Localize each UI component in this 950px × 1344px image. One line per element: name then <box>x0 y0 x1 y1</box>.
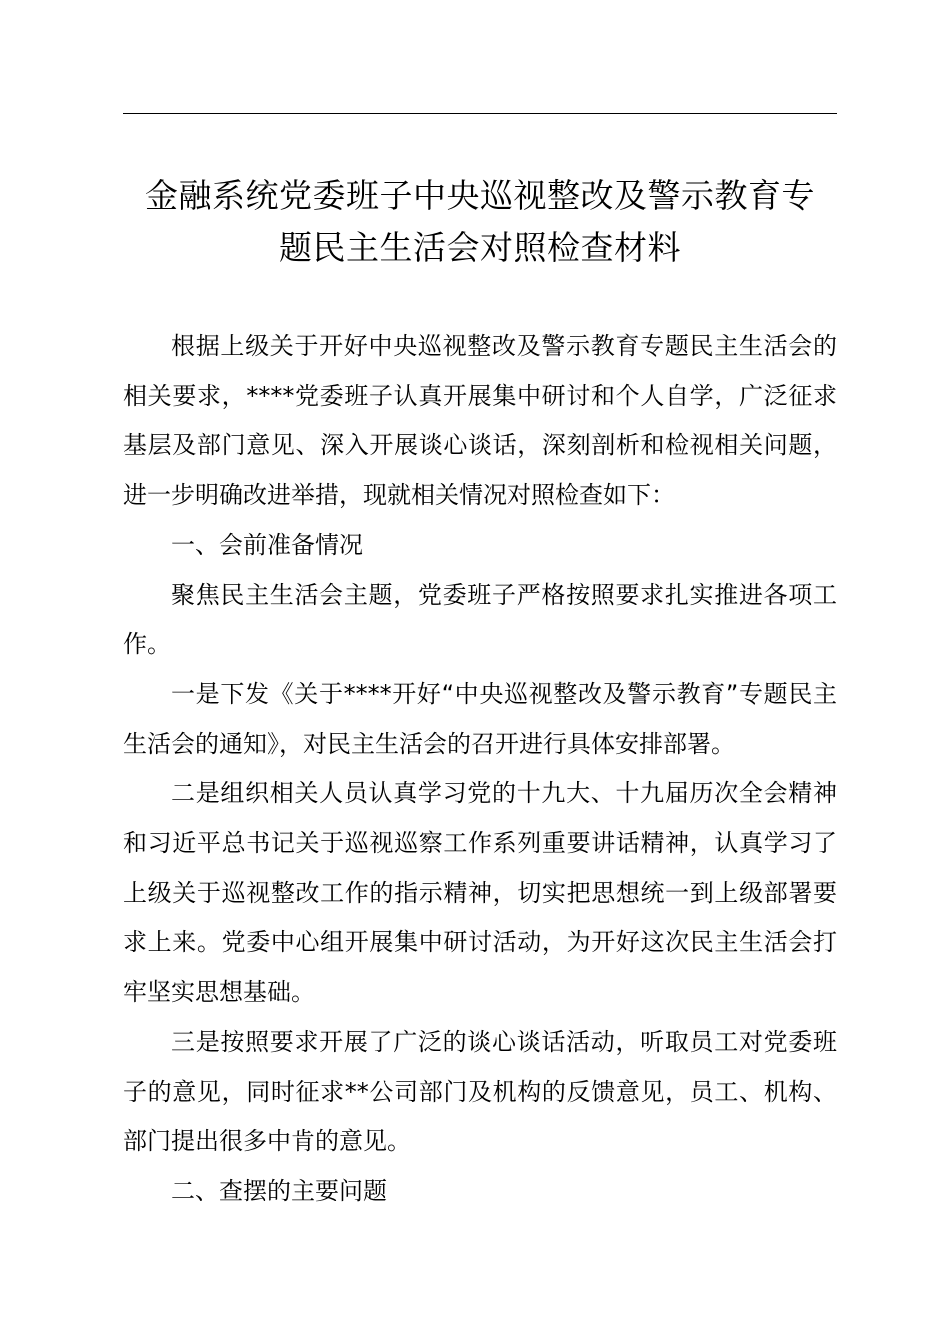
section-heading-2: 二、查摆的主要问题 <box>171 1176 387 1205</box>
header-rule <box>123 113 837 114</box>
title-line-2: 题民主生活会对照检查材料 <box>279 228 681 267</box>
document-title <box>118 170 842 274</box>
section-heading-1: 一、会前准备情况 <box>171 530 363 559</box>
body-paragraph: 聚焦民主生活会主题，党委班子严格按照要求扎实推进各项工作。 <box>123 580 837 659</box>
body-paragraph: 三是按照要求开展了广泛的谈心谈话活动，听取员工对党委班子的意见，同时征求**公司部门及机构的反馈意见，员工、机构、部门提出很多中肯的意见。 <box>123 1027 837 1156</box>
title-line-1: 金融系统党委班子中央巡视整改及警示教育专 <box>145 176 815 215</box>
body-paragraph: 一是下发《关于****开好“中央巡视整改及警示教育”专题民主生活会的通知》，对民主生活会的召开进行具体安排部署。 <box>123 679 837 758</box>
intro-paragraph: 根据上级关于开好中央巡视整改及警示教育专题民主生活会的相关要求，****党委班子认真开展集中研讨和个人自学，广泛征求基层及部门意见、深入开展谈心谈话，深刻剖析和检视相关问题，进一步明确改进举措，现就相关情况对照检查如下： <box>123 332 837 510</box>
body-paragraph: 二是组织相关人员认真学习党的十九大、十九届历次全会精神和习近平总书记关于巡视巡察工作系列重要讲话精神，认真学习了上级关于巡视整改工作的指示精神，切实把思想统一到上级部署要求上来。党委中心组开展集中研讨活动，为开好这次民主生活会打牢坚实思想基础。 <box>123 779 837 1007</box>
document-body <box>123 322 837 1217</box>
